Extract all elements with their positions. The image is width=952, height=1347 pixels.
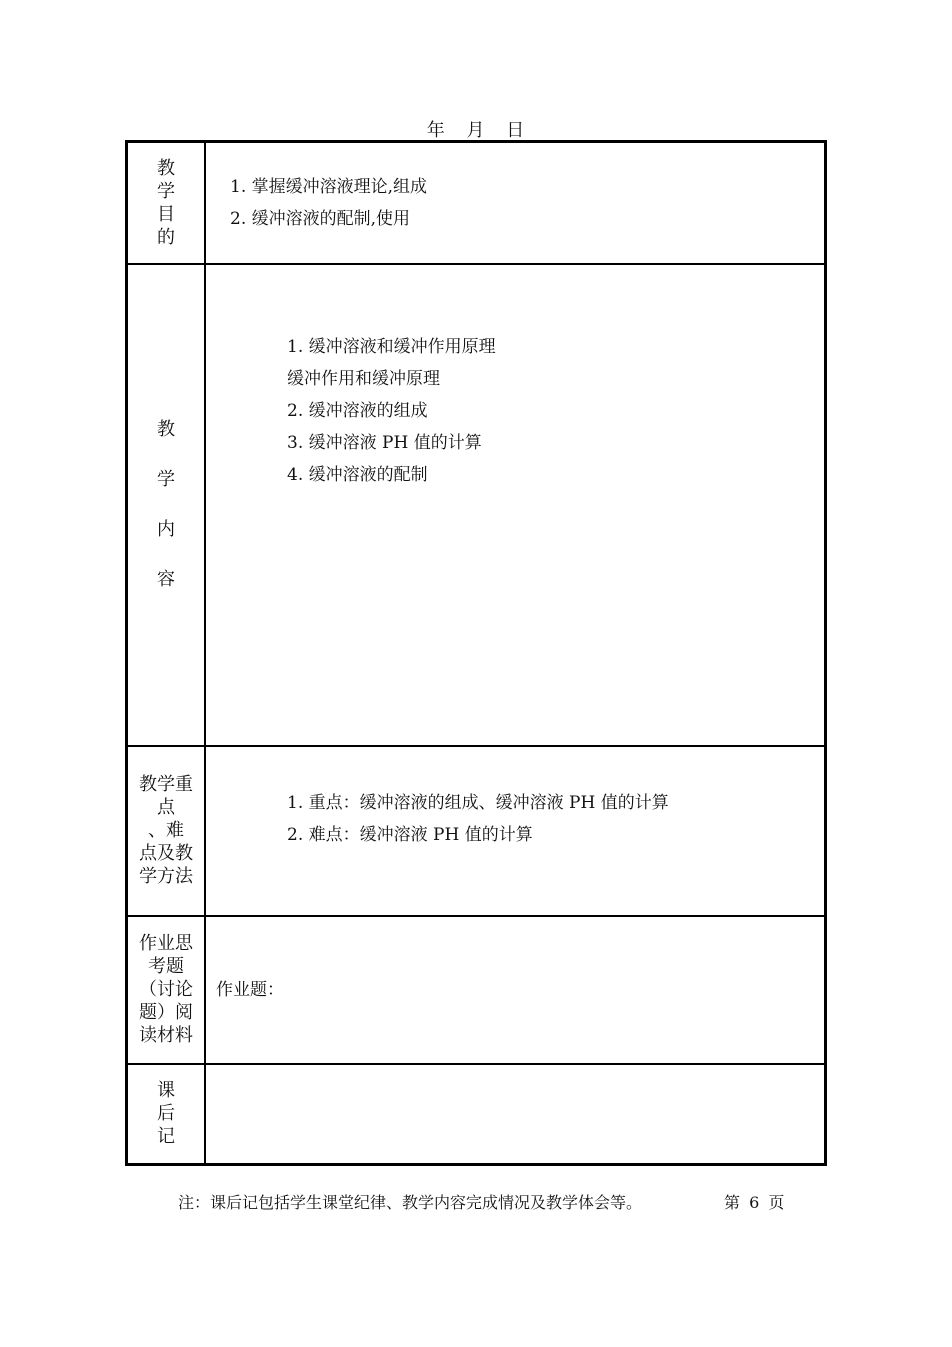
- label-line: 考题: [148, 956, 184, 977]
- label-homework: [127, 916, 206, 1064]
- label-char: 内: [157, 518, 175, 540]
- footer-note: 注：课后记包括学生课堂纪律、教学内容完成情况及教学体会等。: [178, 1193, 643, 1212]
- label-line: 学方法: [139, 866, 193, 887]
- label-char: 学: [157, 180, 175, 202]
- label-teaching-objectives: [127, 142, 206, 264]
- row-homework: [127, 916, 826, 1064]
- label-line: 、难: [148, 820, 184, 841]
- label-line: 作业思: [139, 933, 193, 954]
- label-key-points-methods: [127, 746, 206, 916]
- label-after-class-notes: [127, 1064, 206, 1165]
- list-item: 作业题：: [216, 979, 284, 1000]
- list-item: 2. 缓冲溶液的配制,使用: [230, 208, 411, 229]
- list-item: 4. 缓冲溶液的配制: [287, 464, 428, 485]
- row-after-class-notes: [127, 1064, 826, 1165]
- list-item: 1. 掌握缓冲溶液理论,组成: [230, 176, 428, 197]
- label-line: 题）阅: [139, 1002, 193, 1023]
- label-char: 记: [157, 1126, 175, 1148]
- list-item: 2. 缓冲溶液的组成: [287, 400, 428, 421]
- label-char: 的: [157, 226, 175, 248]
- lesson-plan-table: [125, 140, 827, 1166]
- row-teaching-objectives: [127, 142, 826, 264]
- content-after-class-notes: [205, 1064, 826, 1165]
- content-homework: [205, 916, 826, 1064]
- row-teaching-content: [127, 264, 826, 746]
- label-char: 课: [157, 1080, 175, 1102]
- label-line: 点及教: [139, 843, 193, 864]
- footer: [178, 1190, 788, 1213]
- label-char: 教: [157, 418, 175, 440]
- list-item: 1. 重点：缓冲溶液的组成、缓冲溶液 PH 值的计算: [287, 792, 669, 813]
- content-teaching-objectives: [205, 142, 826, 264]
- list-item: 缓冲作用和缓冲原理: [287, 368, 440, 389]
- content-teaching-content: [205, 264, 826, 746]
- label-line: 点: [157, 797, 175, 818]
- label-teaching-content: [127, 264, 206, 746]
- label-char: 目: [157, 203, 175, 225]
- label-line: （讨论: [139, 979, 193, 1000]
- label-line: 读材料: [139, 1025, 193, 1046]
- date-line: 年 月 日: [426, 120, 526, 141]
- list-item: 3. 缓冲溶液 PH 值的计算: [287, 432, 482, 453]
- page-number: 第 6 页: [724, 1193, 785, 1212]
- list-item: 2. 难点：缓冲溶液 PH 值的计算: [287, 824, 533, 845]
- list-item: 1. 缓冲溶液和缓冲作用原理: [287, 336, 496, 357]
- label-char: 容: [157, 568, 175, 590]
- label-line: 教学重: [139, 774, 193, 795]
- label-char: 学: [157, 468, 175, 490]
- label-char: 教: [157, 157, 175, 179]
- row-key-points-methods: [127, 746, 826, 916]
- label-char: 后: [157, 1103, 175, 1125]
- content-key-points-methods: [205, 746, 826, 916]
